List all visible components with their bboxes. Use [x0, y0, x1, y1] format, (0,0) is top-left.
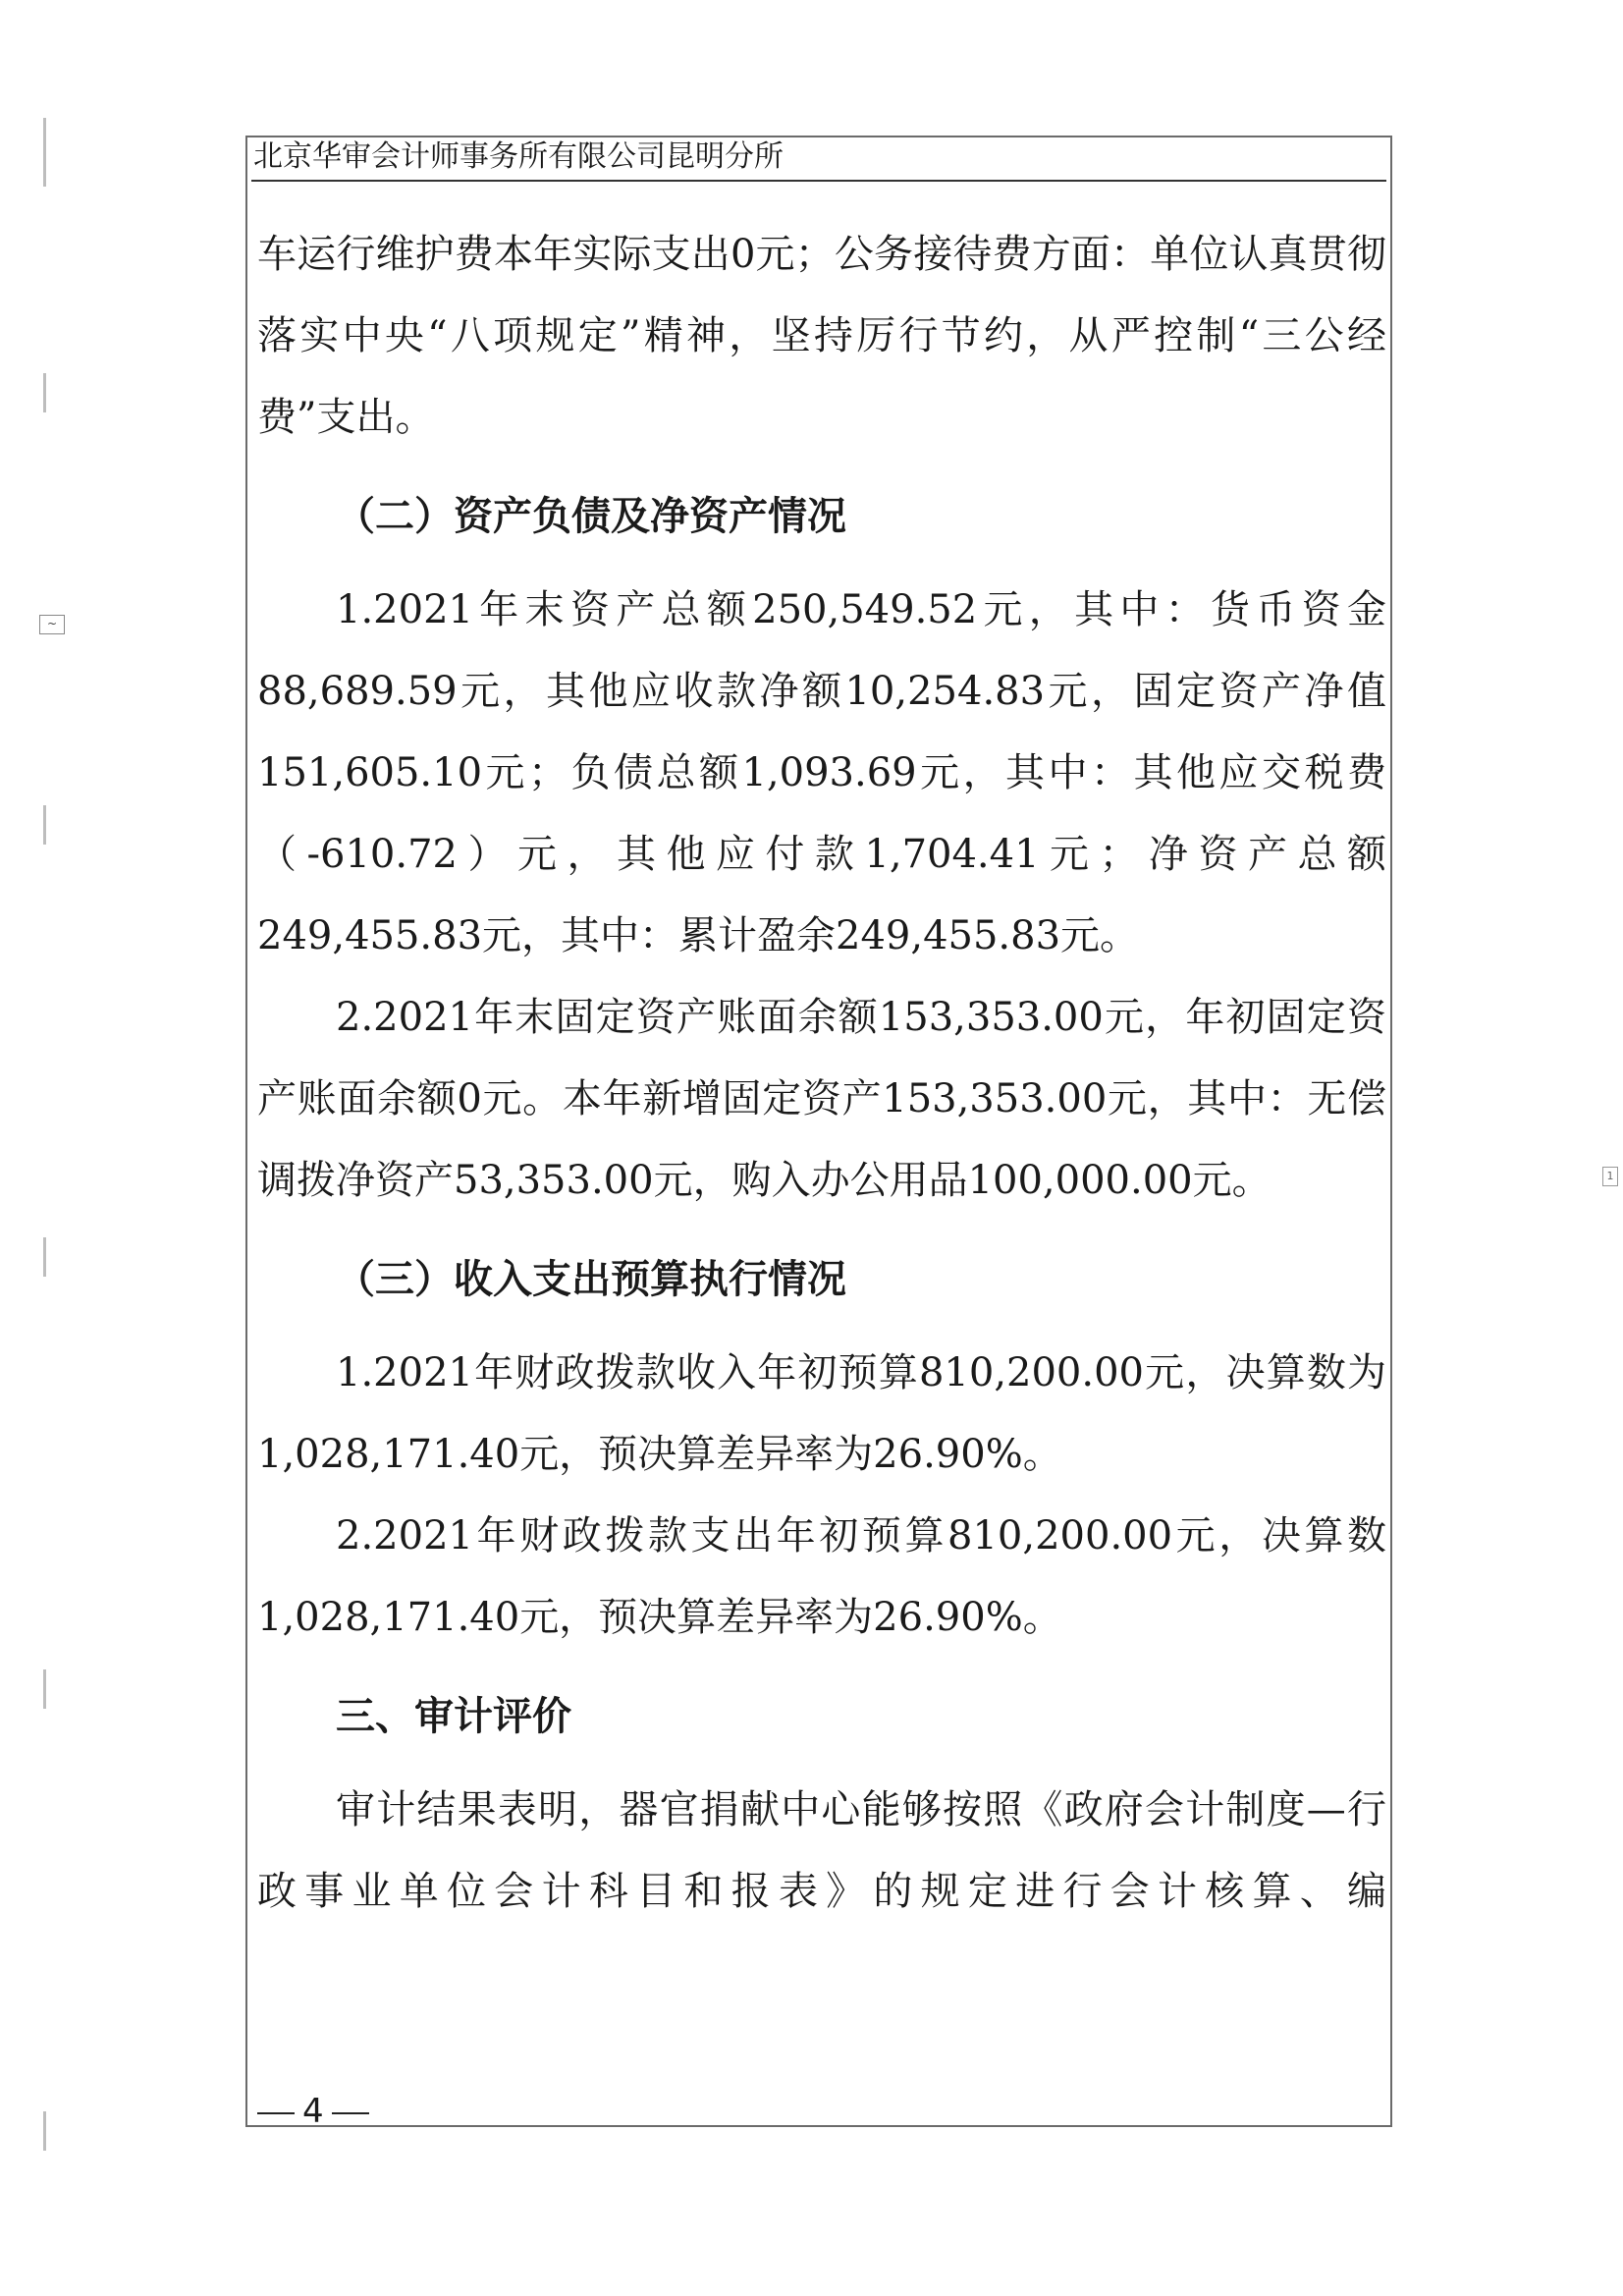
- page-number: 4: [302, 2092, 324, 2131]
- binding-mark: [43, 805, 46, 845]
- header-firm-name: 北京华审会计师事务所有限公司昆明分所: [253, 139, 784, 174]
- binding-mark: [43, 1237, 46, 1277]
- heading-assets: （二）资产负债及净资产情况: [336, 494, 846, 539]
- binding-mark: [43, 1669, 46, 1709]
- binding-mark: [43, 2111, 46, 2151]
- footer-dash-left: [257, 2112, 295, 2114]
- paragraph-assets-1: 1.2021年末资产总额250,549.52元，其中：货币资金88,689.59元，其他应收款净额10,254.83元，固定资产净值151,605.10元；负债总额1,093.69元，其中：其他应交税费（-610.72）元，其他应付款1,704.41元；净资产总额249,455.83元，其中：累计盈余249,455.83元。: [257, 587, 1386, 958]
- right-margin-marker: 1: [1602, 1167, 1618, 1186]
- paragraph-audit: 审计结果表明，器官捐献中心能够按照《政府会计制度—行政事业单位会计科目和报表》的规定进行会计核算、编: [257, 1787, 1386, 1914]
- document-body: [257, 214, 1386, 1933]
- footer-page-number: [257, 2092, 369, 2131]
- paragraph-budget-1: 1.2021年财政拨款收入年初预算810,200.00元，决算数为1,028,171.40元，预决算差异率为26.90%。: [257, 1350, 1386, 1477]
- paragraph-intro: 车运行维护费本年实际支出0元；公务接待费方面：单位认真贯彻落实中央“八项规定”精神，坚持厉行节约，从严控制“三公经费”支出。: [257, 232, 1386, 440]
- binding-mark: [43, 373, 46, 412]
- left-margin-marker: ~: [39, 615, 65, 634]
- header-rule: [251, 180, 1386, 182]
- paragraph-budget-2: 2.2021年财政拨款支出年初预算810,200.00元，决算数1,028,171.40元，预决算差异率为26.90%。: [257, 1513, 1386, 1640]
- heading-budget: （三）收入支出预算执行情况: [336, 1257, 846, 1302]
- heading-audit: 三、审计评价: [336, 1694, 571, 1739]
- footer-dash-right: [332, 2112, 369, 2114]
- paragraph-assets-2: 2.2021年末固定资产账面余额153,353.00元，年初固定资产账面余额0元。本年新增固定资产153,353.00元，其中：无偿调拨净资产53,353.00元，购入办公用品100,000.00元。: [257, 995, 1386, 1203]
- binding-mark: [43, 118, 46, 187]
